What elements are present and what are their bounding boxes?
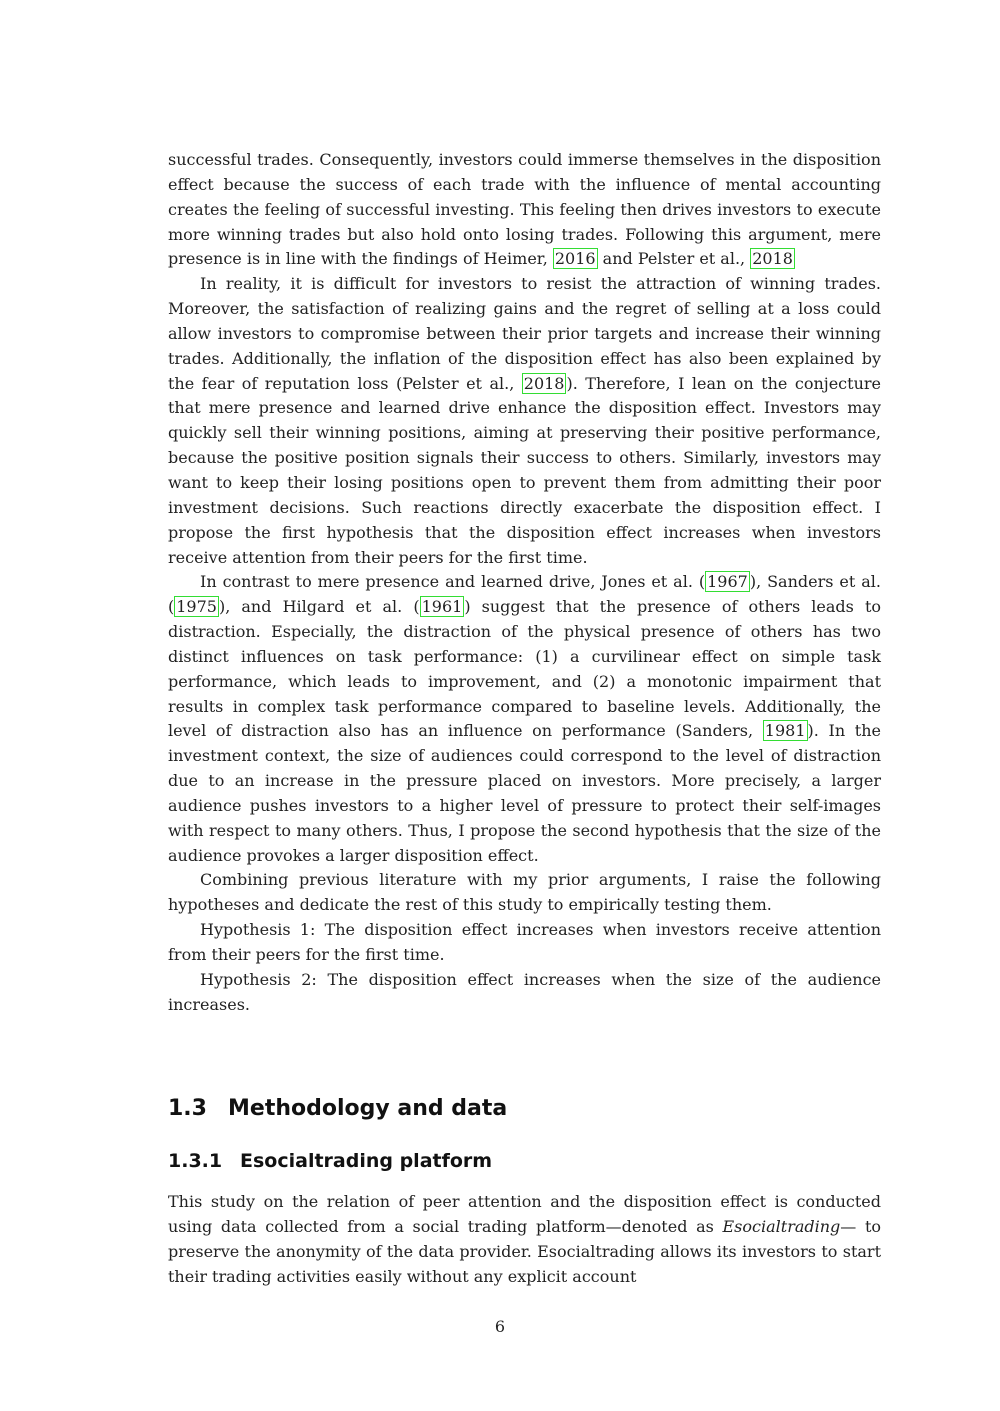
text-run: ). In the investment context, the size of audiences could correspond to the level of distraction due to an increase in the pressure placed on investors. More precisely, a larger audience pushes investors to a higher level of pressure to protect their self-images with respect to many others. Thus, I propose the second hypothesis that the size of the audience provokes a larger disposition effect. (168, 721, 882, 865)
paragraph (168, 570, 881, 868)
citation-link[interactable]: 1981 (764, 721, 806, 741)
citation-link[interactable]: 1967 (707, 572, 748, 592)
body-text-bottom (168, 1190, 881, 1289)
subsection-heading (168, 1150, 492, 1172)
text-run: ), and Hilgard et al. ( (218, 597, 420, 617)
text-run: Hypothesis 2: The disposition effect increases when the size of the audience increases. (168, 969, 881, 1014)
section-number: 1.3 (168, 1096, 207, 1121)
text-run: ). Therefore, I lean on the conjecture that mere presence and learned drive enhance the disposition effect. Investors may quickly sell their winning positions, aiming at preserving their positive performance, because the positive position signals their success to others. Similarly, investors may want to keep their losing positions open to prevent them from admitting their poor investment decisions. Such reactions directly exacerbate the disposition effect. I propose the first hypothesis that the disposition effect increases when investors receive attention from their peers for the first time. (168, 373, 881, 567)
citation-link[interactable]: 2016 (554, 249, 596, 269)
text-run: In contrast to mere presence and learned drive, Jones et al. ( (200, 572, 706, 592)
section-title: Methodology and data (228, 1096, 508, 1121)
citation-link[interactable]: 1975 (176, 597, 217, 617)
paragraph (168, 1190, 881, 1289)
paragraph (168, 148, 881, 272)
text-run: — to preserve the anonymity of the data provider. Esocialtrading allows its investors to start their trading activities easily without any explicit account (168, 1216, 881, 1286)
text-run: Hypothesis 1: The disposition effect increases when investors receive attention from their peers for the first time. (168, 920, 881, 964)
text-run: In reality, it is difficult for investors to resist the attraction of winning trades. Moreover, the satisfaction of realizing gains and the regret of selling at a loss could allow investors to compromise between their prior targets and increase their winning trades. Additionally, the inflation of the disposition effect has also been explained by the fear of reputation loss (Pelster et al., (168, 274, 881, 393)
subsection-number: 1.3.1 (168, 1150, 223, 1172)
subsection-title: Esocialtrading platform (240, 1150, 493, 1172)
text-run: ), Sanders et al. ( (168, 572, 881, 617)
section-heading (168, 1096, 507, 1121)
paragraph (168, 868, 881, 918)
text-run: ) suggest that the presence of others leads to distraction. Especially, the distraction of the physical presence of others has two distinct influences on task performance: (1) a curvilinear effect on simple task performance, which leads to improvement, and (2) a monotonic impairment that results in complex task performance compared to baseline levels. Additionally, the level of distraction also has an influence on performance (Sanders, (168, 597, 882, 741)
text-run: and Pelster et al., (597, 249, 751, 269)
page-number: 6 (494, 1317, 506, 1336)
citation-link[interactable]: 2018 (523, 373, 565, 393)
paragraph (168, 918, 881, 968)
text-run: Combining previous literature with my prior arguments, I raise the following hypotheses and dedicate the rest of this study to empirically testing them. (168, 870, 881, 915)
italic-text: Esocialtrading (722, 1216, 841, 1236)
paragraph (168, 968, 881, 1018)
text-run: This study on the relation of peer attention and the disposition effect is conducted using data collected from a social trading platform—denoted as (168, 1192, 881, 1236)
body-text-top (168, 148, 881, 1018)
citation-link[interactable]: 1961 (421, 597, 463, 617)
citation-link[interactable]: 2018 (752, 249, 793, 269)
text-run: successful trades. Consequently, investors could immerse themselves in the disposition effect because the success of each trade with the influence of mental accounting creates the feeling of successful investing. This feeling then drives investors to execute more winning trades but also hold onto losing trades. Following this argument, mere presence is in line with the findings of Heimer, (168, 150, 881, 269)
paragraph (168, 272, 881, 570)
